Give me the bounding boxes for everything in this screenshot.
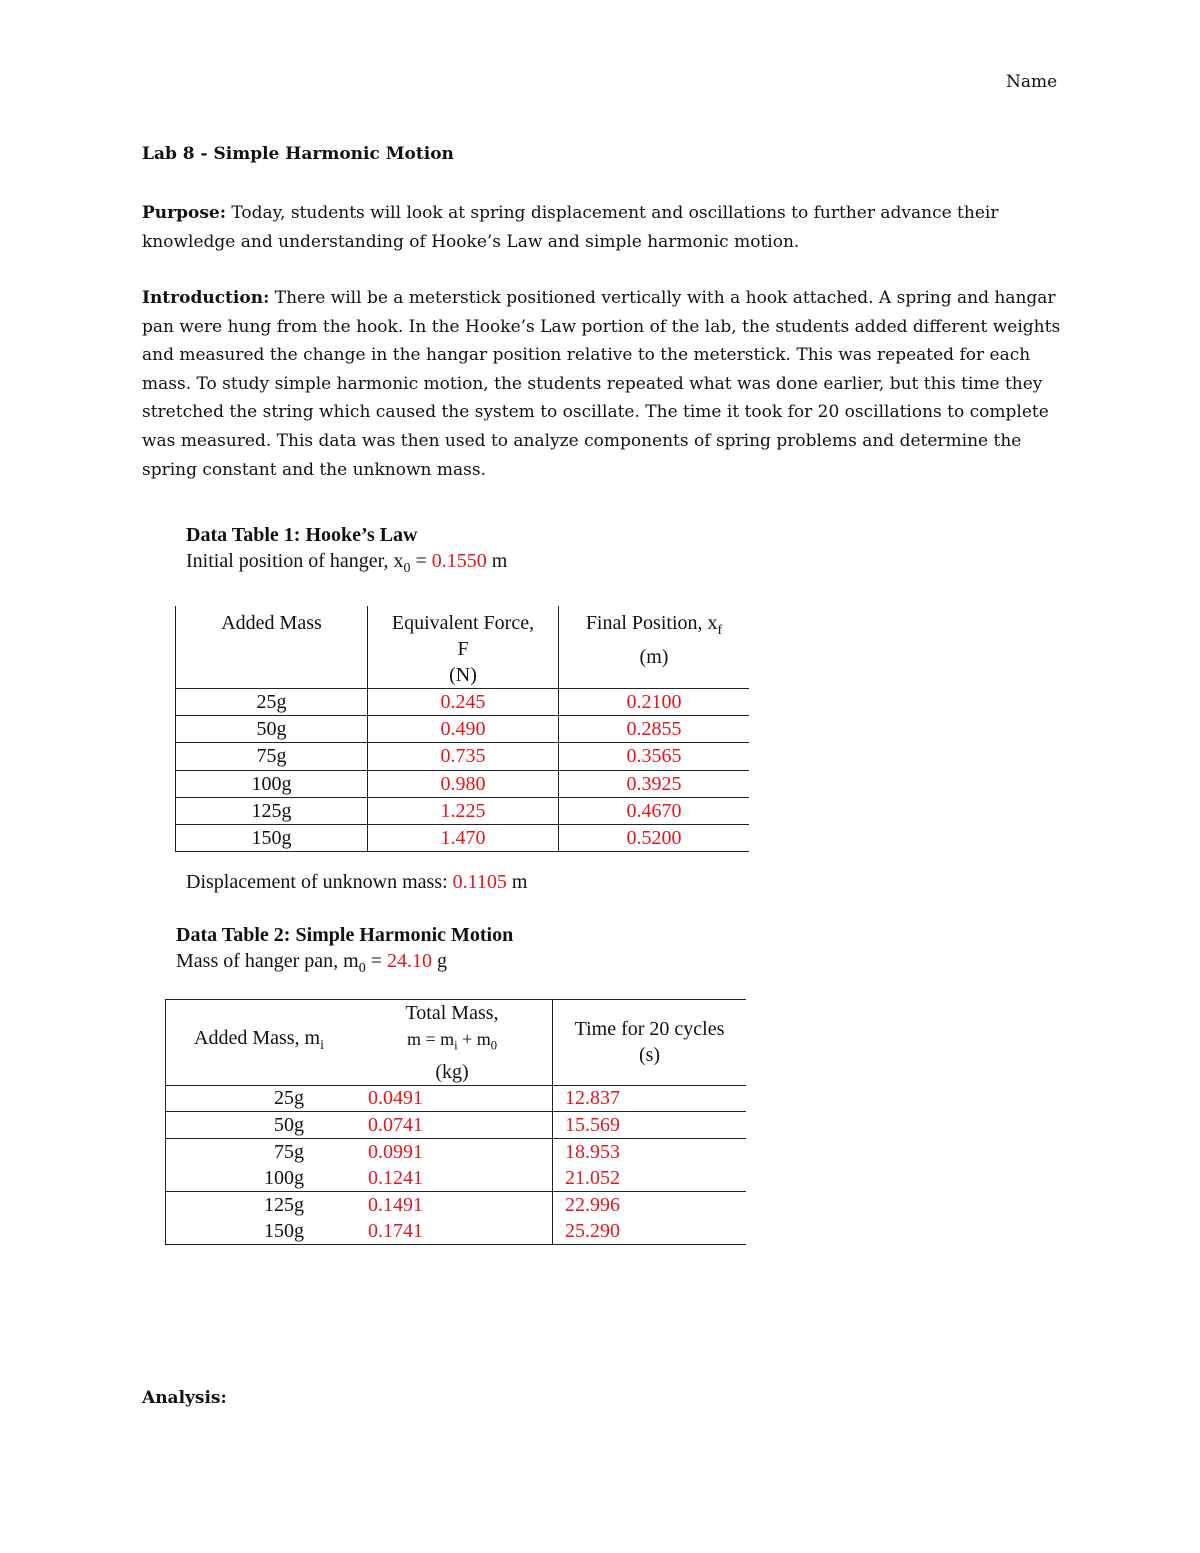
introduction-text: There will be a meterstick positioned vertically with a hook attached. A spring and hangar pan were hung from the hook. In the Hooke’s Law portion of the lab, the students added different weights and measured the change in the hangar position relative to the meterstick. This was repeated for each mass. To study simple harmonic motion, the students repeated what was done earlier, but this time they stretched the string which caused the system to oscillate. The time it took for 20 oscillations to complete was measured. This data was then used to analyze components of spring problems and determine the spring constant and the unknown mass.: [142, 288, 1061, 480]
header-time-20-cycles: [553, 1000, 747, 1086]
cell-final-position: 0.2100: [559, 689, 750, 716]
cell-added-mass: 25g: [176, 689, 368, 716]
table-row: [176, 797, 750, 824]
header-force-line1: Equivalent Force,: [391, 612, 535, 634]
table-row: [166, 1138, 747, 1165]
cell-added-mass: 125g: [176, 797, 368, 824]
table-row: [166, 1112, 747, 1139]
initial-position-unit: m: [486, 550, 508, 572]
introduction-label: Introduction:: [142, 288, 270, 308]
initial-position-value: 0.1550: [431, 550, 487, 572]
header-total-mass-unit: (kg): [435, 1060, 469, 1083]
pan-mass-value: 24.10: [387, 950, 433, 972]
initial-position-subscript: 0: [403, 561, 411, 576]
header-total-mass-sub-0: 0: [490, 1038, 498, 1053]
table2-title: Data Table 2: Simple Harmonic Motion: [176, 924, 514, 946]
header-added-mass-subscript: i: [320, 1038, 324, 1054]
cell-time-20-cycles: 22.996: [553, 1191, 747, 1218]
header-total-mass-line1: Total Mass,: [405, 1002, 499, 1024]
cell-added-mass: 25g: [166, 1085, 353, 1112]
cell-total-mass: 0.0741: [352, 1112, 553, 1139]
table-row: [166, 1165, 747, 1192]
cell-total-mass: 0.1741: [352, 1218, 553, 1245]
cell-added-mass: 75g: [166, 1138, 353, 1165]
table-row: [176, 689, 750, 716]
cell-total-mass: 0.1241: [368, 1166, 423, 1189]
cell-equivalent-force: 0.735: [368, 743, 559, 770]
table-header-row: [176, 606, 750, 689]
pan-mass-label: Mass of hanger pan, m: [176, 950, 359, 972]
table-row: [176, 716, 750, 743]
table-row: [166, 1085, 747, 1112]
header-force-line2: F: [457, 638, 469, 660]
header-time-line2: (s): [638, 1044, 661, 1067]
cell-added-mass: 100g: [176, 770, 368, 797]
cell-added-mass: 150g: [176, 824, 368, 851]
table-row: [176, 824, 750, 851]
cell-added-mass: 100g: [166, 1165, 353, 1192]
cell-total-mass: 0.0991: [352, 1138, 553, 1165]
cell-total-mass: 0.0491: [352, 1085, 553, 1112]
header-added-mass-text: Added Mass, m: [194, 1027, 321, 1050]
cell-added-mass: 150g: [166, 1218, 353, 1245]
cell-final-position: 0.3925: [559, 770, 750, 797]
header-position-line1: Final Position, x: [585, 612, 718, 634]
purpose-text: Today, students will look at spring displacement and oscillations to further advance their knowledge and understanding of Hooke’s Law and simple harmonic motion.: [142, 203, 999, 252]
cell-equivalent-force: 1.225: [368, 797, 559, 824]
pan-mass-unit: g: [432, 950, 448, 972]
cell-time-20-cycles: 15.569: [553, 1112, 747, 1139]
header-position-line2: (m): [639, 646, 669, 668]
lab-title: Lab 8 - Simple Harmonic Motion: [142, 144, 454, 164]
student-name-label: Name: [1006, 72, 1058, 92]
cell-final-position: 0.2855: [559, 716, 750, 743]
table1-title: Data Table 1: Hooke’s Law: [186, 524, 418, 546]
unknown-displacement-unit: m: [506, 871, 528, 893]
hookes-law-table: [175, 606, 749, 852]
table-row: [176, 770, 750, 797]
header-final-position: [559, 606, 750, 689]
purpose-paragraph: [142, 199, 1062, 256]
unknown-displacement-value: 0.1105: [452, 871, 507, 893]
cell-time-20-cycles: 25.290: [553, 1218, 747, 1245]
cell-final-position: 0.5200: [559, 824, 750, 851]
cell-final-position: 0.4670: [559, 797, 750, 824]
cell-final-position: 0.3565: [559, 743, 750, 770]
table2-pan-mass: [176, 950, 447, 977]
header-position-subscript: f: [717, 623, 723, 638]
header-total-mass-m: m = m: [406, 1029, 455, 1049]
table-row: [166, 1191, 747, 1218]
cell-time-20-cycles: 21.052: [553, 1165, 747, 1192]
header-added-mass-mi: [166, 1000, 353, 1086]
cell-equivalent-force: 1.470: [368, 824, 559, 851]
simple-harmonic-motion-table: [165, 999, 746, 1245]
header-force-line3: (N): [449, 664, 477, 686]
cell-total-mass: 0.1491: [352, 1191, 553, 1218]
cell-added-mass: 50g: [176, 716, 368, 743]
header-equivalent-force: [368, 606, 559, 689]
cell-time-20-cycles: 12.837: [553, 1085, 747, 1112]
cell-equivalent-force: 0.980: [368, 770, 559, 797]
purpose-label: Purpose:: [142, 203, 226, 223]
cell-added-mass: 75g: [176, 743, 368, 770]
header-added-mass: [176, 606, 368, 689]
unknown-displacement-label: Displacement of unknown mass:: [186, 871, 453, 893]
cell-added-mass: 50g: [166, 1112, 353, 1139]
header-time-line1: Time for 20 cycles: [574, 1018, 725, 1041]
cell-added-mass: 125g: [166, 1191, 353, 1218]
table-header-row: [166, 1000, 747, 1086]
header-added-mass-text: Added Mass: [221, 612, 322, 634]
cell-equivalent-force: 0.245: [368, 689, 559, 716]
pan-mass-equals: =: [365, 950, 388, 972]
table1-initial-position: [186, 550, 507, 577]
cell-time-20-cycles: 18.953: [553, 1138, 747, 1165]
table-row: [166, 1218, 747, 1245]
cell-equivalent-force: 0.490: [368, 716, 559, 743]
header-total-mass-plus: + m: [457, 1029, 491, 1049]
header-total-mass-sub-i: i: [454, 1038, 458, 1053]
unknown-mass-displacement: [186, 871, 527, 894]
pan-mass-subscript: 0: [358, 961, 366, 976]
analysis-heading: Analysis:: [142, 1388, 227, 1408]
initial-position-label: Initial position of hanger, x: [186, 550, 404, 572]
header-total-mass: [352, 1000, 553, 1086]
initial-position-equals: =: [410, 550, 432, 572]
table-row: [176, 743, 750, 770]
introduction-paragraph: [142, 284, 1062, 484]
